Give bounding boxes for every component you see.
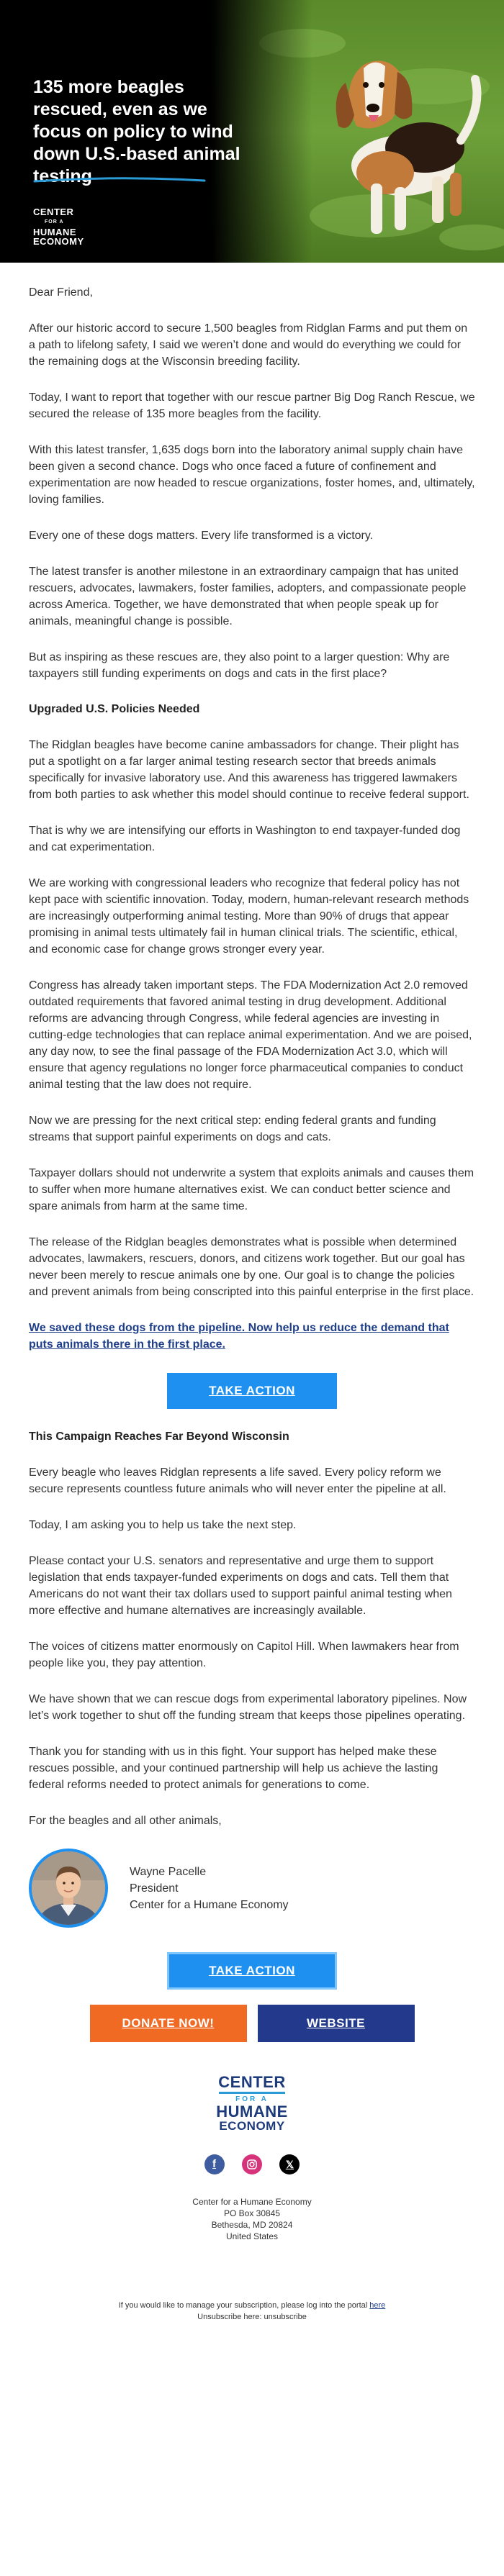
greeting: Dear Friend,	[29, 286, 93, 299]
signature-block	[29, 1849, 475, 1928]
paragraph-5: The latest transfer is another milestone in an extraordinary campaign that has united rescuers, advocates, lawmakers, foster families, adopters, and compassionate people across America. Together, we have demonstrated that when people speak up for animals, meaningful change is possible.	[29, 566, 467, 627]
paragraph-6: But as inspiring as these rescues are, they also point to a larger question: Why are taxpayers still funding experiments on dogs and cats in the first place?	[29, 651, 450, 680]
hero-headline: 135 more beagles rescued, even as we focus on policy to wind down U.S.-based animal testing	[33, 77, 240, 186]
footer-logo	[0, 2074, 504, 2133]
hero-logo-center: CENTER	[33, 207, 74, 217]
signer-org: Center for a Humane Economy	[130, 1898, 289, 1911]
take-action-row-1	[29, 1373, 475, 1409]
paragraph-3: With this latest transfer, 1,635 dogs born into the laboratory animal supply chain have been given a second chance. Dogs who once faced a future of confinement and experimentation are now headed to rescue organizations, foster homes, and, ultimately, loving families.	[29, 444, 475, 506]
signer-title: President	[130, 1882, 179, 1895]
paragraph-14: Every beagle who leaves Ridglan represents a life saved. Every policy reform we secure represents countless future animals who will never enter the pipeline at all.	[29, 1466, 446, 1495]
manage-link[interactable]: here	[369, 2301, 386, 2310]
headline-underline	[33, 177, 206, 184]
letter-body	[0, 263, 504, 1928]
footer-buttons	[0, 1952, 504, 2042]
paragraph-1: After our historic accord to secure 1,500 beagles from Ridglan Farms and put them on a path to lifelong safety, I said we weren’t done and would do everything we could for the remaining dogs at the Wisconsin breeding facility.	[29, 322, 468, 368]
address-city: Bethesda, MD 20824	[211, 2220, 293, 2230]
paragraph-9: We are working with congressional leaders who recognize that federal policy has not kept pace with scientific innovation. Today, modern, human-relevant research methods are increasingly outperforming animal testing. More than 90% of drugs that appear promising in animal tests ultimately fail in human clinical trials. The scientific, ethical, and economic case for change grows stronger every year.	[29, 877, 469, 956]
signature-text	[130, 1864, 289, 1913]
social-links	[0, 2154, 504, 2174]
address-pobox: PO Box 30845	[223, 2208, 281, 2218]
paragraph-10: Congress has already taken important steps. The FDA Modernization Act 2.0 removed outdated requirements that favored animal testing in drug development. Additional reforms are advancing through Congress, while federal agencies are investing in cutting-edge technologies that can replace animal experimentation. And we are poised, any day now, to see the final passage of the FDA Modernization Act 3.0, which will ensure that agency regulations no longer force pharmaceutical companies to conduct animal testing that the law does not require.	[29, 979, 472, 1091]
facebook-icon[interactable]: f	[204, 2154, 225, 2174]
instagram-glyph	[247, 2159, 257, 2169]
section-heading-policies: Upgraded U.S. Policies Needed	[29, 703, 200, 715]
signer-name: Wayne Pacelle	[130, 1865, 207, 1878]
paragraph-18: We have shown that we can rescue dogs from experimental laboratory pipelines. Now let’s work together to shut off the funding stream that keeps those pipelines operating.	[29, 1693, 467, 1722]
footer-logo-humane: HUMANE	[216, 2103, 288, 2121]
paragraph-4: Every one of these dogs matters. Every life transformed is a victory.	[29, 530, 374, 542]
paragraph-17: The voices of citizens matter enormously on Capitol Hill. When lawmakers hear from people like you, they pay attention.	[29, 1641, 459, 1669]
paragraph-2: Today, I want to report that together with our rescue partner Big Dog Ranch Rescue, we secured the release of 135 more beagles from the facility.	[29, 391, 475, 420]
address-country: United States	[225, 2231, 279, 2241]
paragraph-7: The Ridglan beagles have become canine ambassadors for change. Their plight has put a spotlight on a far larger animal testing research sector that breeds animals specifically for invasive laboratory use. And this awareness has triggered lawmakers from both parties to ask whether this model should continue to receive federal support.	[29, 739, 469, 801]
paragraph-8: That is why we are intensifying our efforts in Washington to end taxpayer-funded dog and cat experimentation.	[29, 825, 461, 853]
footer-logo-economy: ECONOMY	[219, 2119, 285, 2133]
hero-logo	[33, 207, 84, 246]
donate-button[interactable]: DONATE NOW!	[90, 2005, 247, 2042]
cta-link[interactable]: We saved these dogs from the pipeline. Now help us reduce the demand that puts animals there in the first place.	[29, 1322, 449, 1351]
manage-subscription	[0, 2300, 504, 2311]
paragraph-16: Please contact your U.S. senators and representative and urge them to support legislation that ends taxpayer-funded experiments on dogs and cats. Tell them that Americans do not want their tax dollars used to support painful animal testing when more effective and humane alternatives are increasingly available.	[29, 1555, 452, 1617]
paragraph-19: Thank you for standing with us in this fight. Your support has helped make these rescues possible, and your continued partnership will help us achieve the lasting federal reforms needed to protect animals for generations to come.	[29, 1746, 438, 1791]
closing: For the beagles and all other animals,	[29, 1815, 222, 1827]
unsubscribe-text[interactable]: Unsubscribe here: unsubscribe	[197, 2313, 307, 2321]
take-action-button-footer[interactable]: TAKE ACTION	[167, 1952, 337, 1990]
hero-banner	[0, 0, 504, 263]
website-button[interactable]: WEBSITE	[258, 2005, 415, 2042]
mailing-address	[0, 2196, 504, 2242]
hero-logo-economy: ECONOMY	[33, 236, 84, 247]
cta-paragraph	[29, 1320, 475, 1353]
paragraph-12: Taxpayer dollars should not underwrite a system that exploits animals and causes them to suffer when more humane alternatives exist. We can conduct better science and spare animals from harm at the same time.	[29, 1167, 474, 1212]
logo-divider	[219, 2092, 285, 2094]
paragraph-11: Now we are pressing for the next critical step: ending federal grants and funding streams that support painful experiments on dogs and cats.	[29, 1115, 436, 1143]
manage-text: If you would like to manage your subscription, please log into the portal	[118, 2301, 368, 2310]
instagram-icon[interactable]	[242, 2154, 262, 2174]
hero-logo-fora: FOR A	[45, 219, 64, 225]
avatar	[29, 1849, 108, 1928]
section-heading-campaign: This Campaign Reaches Far Beyond Wisconsin	[29, 1430, 289, 1443]
address-org: Center for a Humane Economy	[192, 2197, 312, 2207]
subscription-footer	[0, 2300, 504, 2323]
paragraph-15: Today, I am asking you to help us take the next step.	[29, 1519, 297, 1531]
avatar-portrait	[32, 1851, 105, 1925]
paragraph-13: The release of the Ridglan beagles demonstrates what is possible when determined advocates, lawmakers, rescuers, donors, and citizens work together. But our goal has never been merely to rescue animals one by one. Our goal is to change the policies and prevent animals from being conscripted into this painful enterprise in the first place.	[29, 1236, 474, 1298]
take-action-button[interactable]: TAKE ACTION	[167, 1373, 337, 1409]
footer-logo-center: CENTER	[218, 2073, 286, 2091]
hero-logo-humane: HUMANE	[33, 227, 77, 237]
x-icon[interactable]: 𝕏	[279, 2154, 300, 2174]
footer-logo-fora: FOR A	[235, 2095, 269, 2103]
